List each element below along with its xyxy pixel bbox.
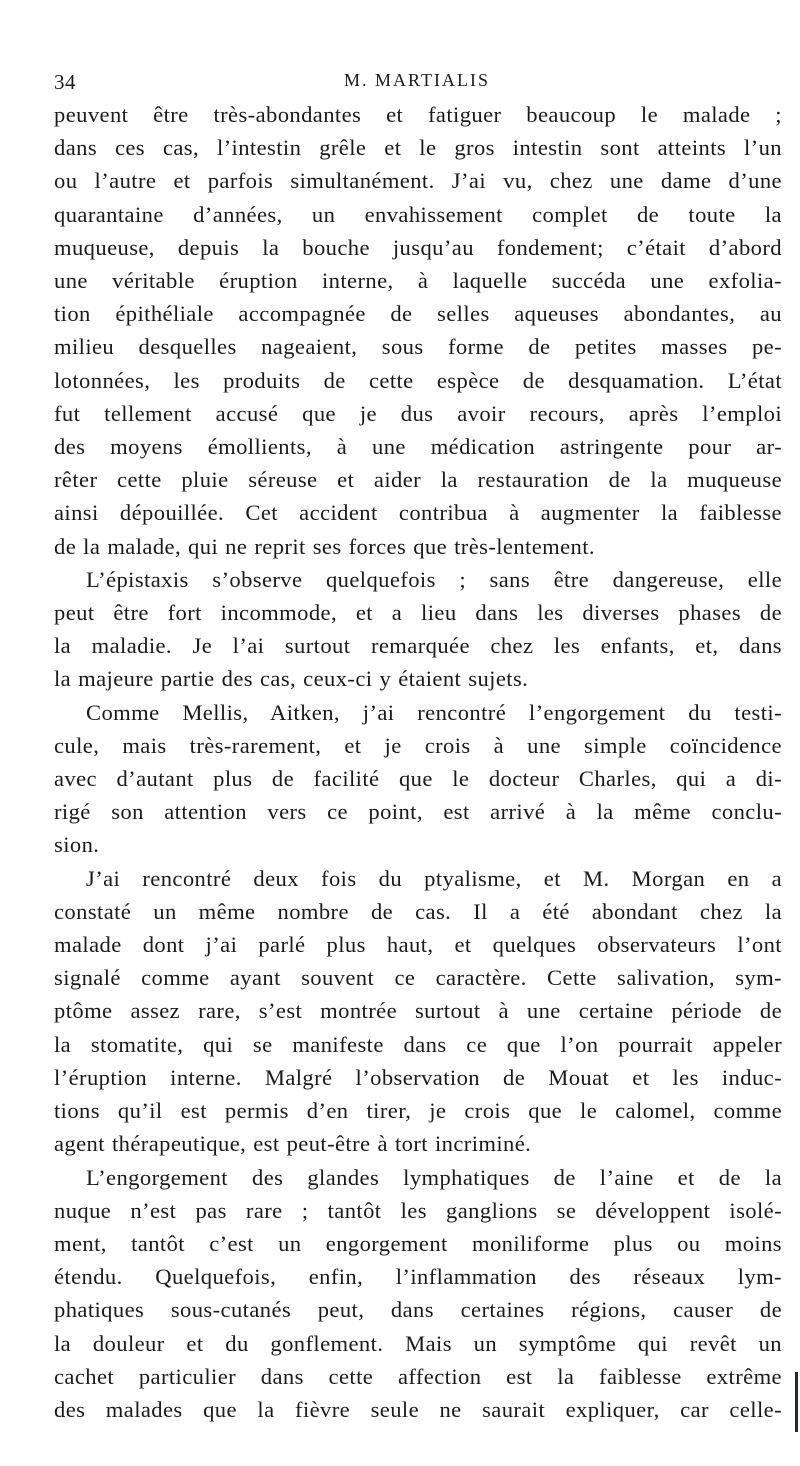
paragraph — [54, 563, 782, 696]
text-line: L’engorgement des glandes lymphatiques de l’aine et de la — [86, 1164, 782, 1190]
text-line: J’ai rencontré deux fois du ptyalisme, et M. Morgan en a — [86, 865, 782, 891]
text-line: lotonnées, les produits de cette espèce de desquamation. L’état — [54, 367, 782, 393]
text-line: de la malade, qui ne reprit ses forces que très-lentement. — [54, 533, 595, 559]
text-line: des malades que la fièvre seule ne saurait expliquer, car celle- — [54, 1396, 782, 1422]
text-line: dans ces cas, l’intestin grêle et le gros intestin sont atteints l’un — [54, 135, 782, 161]
text-line: muqueuse, depuis la bouche jusqu’au fondement; c’était d’abord — [54, 234, 782, 260]
body-text — [54, 98, 782, 1426]
paragraph — [54, 1161, 782, 1427]
paragraph — [54, 98, 782, 563]
text-line: ptôme assez rare, s’est montrée surtout à une certaine période de — [54, 998, 782, 1024]
text-line: agent thérapeutique, est peut-être à tort incriminé. — [54, 1131, 532, 1157]
paragraph — [54, 696, 782, 862]
text-line: peuvent être très-abondantes et fatiguer beaucoup le malade ; — [54, 102, 782, 127]
text-line: rigé son attention vers ce point, est arrivé à la même conclu- — [54, 799, 782, 825]
page-number: 34 — [54, 70, 76, 94]
text-line: avec d’autant plus de facilité que le docteur Charles, qui a di- — [54, 766, 782, 792]
text-line: nuque n’est pas rare ; tantôt les ganglions se développent isolé- — [54, 1197, 782, 1223]
text-line: des moyens émollients, à une médication astringente pour ar- — [54, 434, 782, 460]
text-line: milieu desquelles nageaient, sous forme de petites masses pe- — [54, 334, 782, 360]
text-line: ainsi dépouillée. Cet accident contribua à augmenter la faiblesse — [54, 500, 782, 526]
text-line: étendu. Quelquefois, enfin, l’inflammation des réseaux lym- — [54, 1264, 782, 1290]
text-line: ment, tantôt c’est un engorgement moniliforme plus ou moins — [54, 1230, 782, 1256]
text-line: cachet particulier dans cette affection est la faiblesse extrême — [54, 1363, 782, 1389]
page-header — [54, 70, 780, 96]
text-line: fut tellement accusé que je dus avoir recours, après l’emploi — [54, 400, 782, 426]
text-line: tion épithéliale accompagnée de selles aqueuses abondantes, au — [54, 301, 782, 327]
text-line: quarantaine d’années, un envahissement complet de toute la — [54, 201, 782, 227]
text-line: constaté un même nombre de cas. Il a été abondant chez la — [54, 898, 782, 924]
page-edge-mark — [795, 1372, 798, 1432]
paragraph — [54, 862, 782, 1161]
running-head: M. MARTIALIS — [344, 70, 490, 90]
text-line: sion. — [54, 832, 100, 858]
text-line: la douleur et du gonflement. Mais un symptôme qui revêt un — [54, 1330, 782, 1356]
text-line: peut être fort incommode, et a lieu dans les diverses phases de — [54, 600, 782, 626]
text-line: rêter cette pluie séreuse et aider la restauration de la muqueuse — [54, 467, 782, 493]
text-line: malade dont j’ai parlé plus haut, et quelques observateurs l’ont — [54, 932, 782, 958]
text-line: la stomatite, qui se manifeste dans ce que l’on pourrait appeler — [54, 1031, 782, 1057]
text-line: l’éruption interne. Malgré l’observation de Mouat et les induc- — [54, 1064, 782, 1090]
text-line: Comme Mellis, Aitken, j’ai rencontré l’engorgement du testi- — [86, 699, 782, 725]
text-line: tions qu’il est permis d’en tirer, je crois que le calomel, comme — [54, 1098, 782, 1124]
text-line: phatiques sous-cutanés peut, dans certaines régions, causer de — [54, 1297, 782, 1323]
text-line: une véritable éruption interne, à laquelle succéda une exfolia- — [54, 268, 782, 294]
text-line: cule, mais très-rarement, et je crois à une simple coïncidence — [54, 732, 782, 758]
text-line: L’épistaxis s’observe quelquefois ; sans être dangereuse, elle — [86, 566, 782, 592]
text-line: signalé comme ayant souvent ce caractère. Cette salivation, sym- — [54, 965, 782, 991]
text-line: la maladie. Je l’ai surtout remarquée chez les enfants, et, dans — [54, 633, 782, 659]
text-line: la majeure partie des cas, ceux-ci y étaient sujets. — [54, 666, 529, 692]
text-line: ou l’autre et parfois simultanément. J’ai vu, chez une dame d’une — [54, 168, 782, 194]
